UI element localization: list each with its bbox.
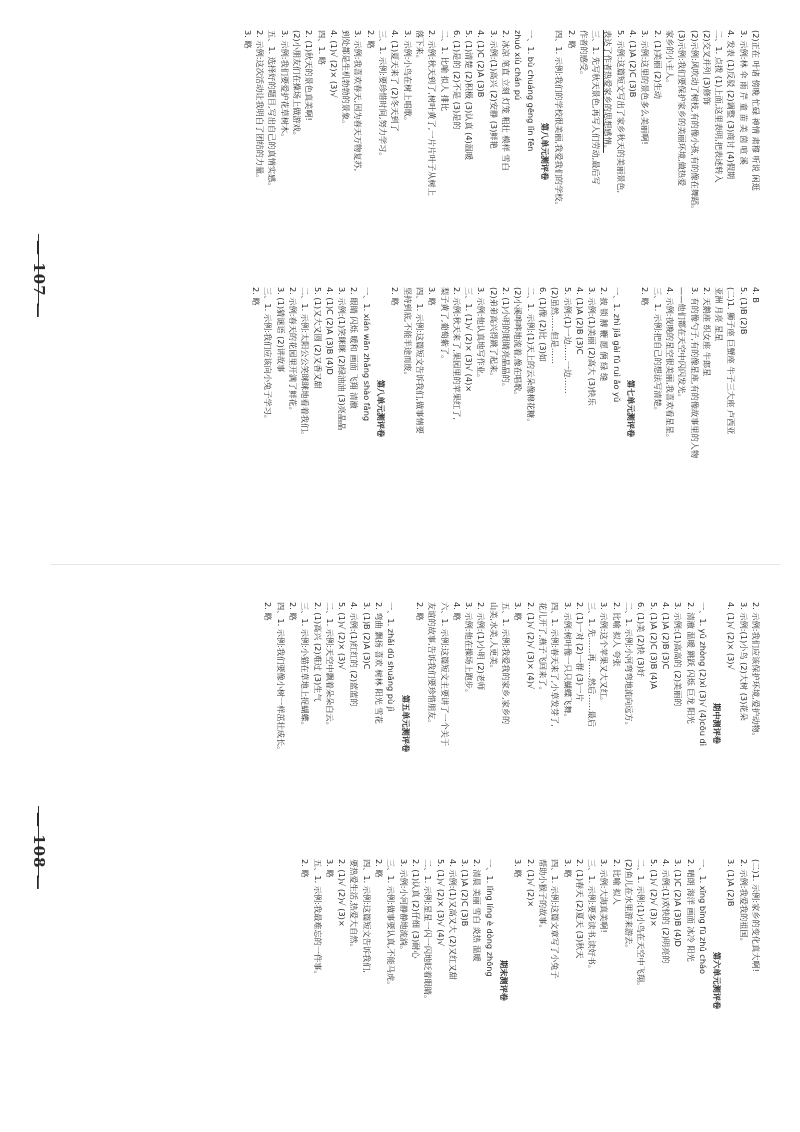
answer-line: 要热爱生活,热爱大自然。 (349, 859, 360, 952)
answer-line: 2. 略 (288, 602, 299, 621)
answer-line: 2. 示例:秋天到了,树叶黄了,一片片叶子从树上 (427, 30, 438, 196)
answer-line: (2)正在 叶诸 傍晚 忙碌 神情 肃穆 听说 闲逛 (751, 30, 761, 191)
answer-line: 3. (1)A (2)C (3)B (460, 859, 471, 927)
answer-line: 四、1. 示例:这篇短文告诉我们, (361, 859, 372, 974)
answer-line: 2. 略 (640, 287, 651, 306)
answer-line: 2. 冰凉 笔直 立刻 灯笼 粗壮 模样 雪白 (501, 30, 512, 171)
answer-line: 2. 比喻 拟人 夸张 (611, 602, 622, 667)
answer-line: 一、1. bù chuáng gēng lǐn fēn (525, 30, 536, 152)
answer-line: 2. 略 (251, 287, 262, 306)
answer-line: 3. 示例:小鸟在树上唱歌。 (402, 30, 413, 126)
answer-line: 3. (1)猜谜语 (2)讲故事 (275, 287, 286, 373)
answer-line: 4. (1)A (2)B (3)C (660, 602, 671, 670)
answer-line: 5. (1)√ (2)× (3)√ (4)√ (435, 859, 446, 947)
answer-line: 3. 略 (427, 287, 438, 306)
answer-line: 2. 示例:秋天来了,果园里的苹果红了, (451, 287, 462, 421)
answer-line: 友谊的故事,告诉我们要珍惜朋友。 (427, 602, 438, 728)
answer-line: 4. 发表 (1)反驳 (2)调整 (3)商讨 (4)假期 (726, 30, 737, 180)
answer-line: 2. 略 (566, 30, 577, 49)
answer-line: 3. (1)A (2)B (726, 859, 737, 907)
page-spine (50, 564, 780, 565)
answer-line: 4. 示例:(1)红红的 (2)蓝蓝的 (349, 602, 360, 707)
answer-line: ——他们都在天空中闪闪发光。 (677, 287, 688, 402)
answer-line: (2)示例:风吹动了树枝,有的像小孩,有的像在舞蹈。 (689, 30, 700, 214)
answer-line: 2. 略 (390, 287, 401, 306)
answer-line: 2. 清晨 美丽 雪白 炎热 温暖 (472, 859, 483, 962)
answer-line: (3)示例:我们要保护家乡的美丽环境,做热爱 (677, 30, 688, 187)
answer-line: 2. 略 (414, 602, 425, 621)
answer-line: 2. 天鹅座 织女座 牛郎星 (701, 287, 712, 377)
answer-line: 3. 略 (513, 859, 524, 878)
answer-line: 三、1. 示例:做事要认真,不能马虎。 (386, 859, 397, 990)
answer-line: 坚持到底,不能半途而废。 (402, 287, 413, 380)
answer-line: 一、1. zhǎi dū shuāng pù jì (386, 602, 397, 712)
section-heading: 期末测评卷 (499, 960, 510, 1001)
answer-line: (2)交叉并列 (3)修饰 (701, 30, 712, 105)
answer-line: 一、1. xián wān zhǎng shào fǎng (361, 287, 372, 422)
answer-line: 3. 略 (324, 859, 335, 878)
answer-line: 四、1. 示例:这篇文章写了小兔子 (550, 859, 561, 979)
answer-line: 3. (1)B (2)A (3)C (361, 602, 372, 670)
answer-line: 2. 略 (374, 859, 385, 878)
answer-line: 三、1. (1)√ (2)× (3)√ (4)× (464, 287, 475, 393)
answer-line: 4. (1)C (2)A (3)B (476, 30, 487, 98)
left-page (72, 30, 762, 530)
answer-line: 3. 略 (513, 602, 524, 621)
answer-line: 三、1. 示例:要珍惜时间,努力学习。 (378, 30, 389, 161)
answer-line: 5. (1)√ (2)√ (3)× (648, 859, 659, 927)
answer-line: 2. (1)小明的眼睛亮晶晶的。 (501, 287, 512, 391)
answer-line: 3. 示例:这里的景色多么美丽啊! (640, 30, 651, 145)
answer-line: 3. 示例:大海真美啊! (599, 859, 610, 933)
answer-line: 3. 示例:(1)高兴 (2)安静 (3)鲜艳 (488, 30, 499, 149)
answer-line: 3. 略 (242, 30, 253, 49)
answer-line: 二、1. 示例:星星一闪一闪地眨着眼睛。 (423, 859, 434, 1004)
answer-line: 5. (1)√ (2)× (3)√ (337, 602, 348, 670)
right-page (72, 602, 762, 1102)
answer-line: 一、1. xīng bīng fū zhǔ cháo (697, 859, 708, 975)
answer-line: 一、1. zhì jiǎ gài fǔ ruì ǎo yǔ (611, 287, 622, 403)
answer-line: 三、1. 先写秋天景色,再写人们劳动,最后写 (591, 30, 602, 185)
answer-line: 2. 示例:我爱我的祖国。 (738, 859, 749, 946)
answer-line: 2. 弯曲 飘扬 喜欢 树林 阳光 雪花 (374, 602, 385, 724)
section-heading: 第七单元测评卷 (626, 379, 637, 438)
section-heading: 第八单元测评卷 (539, 122, 550, 181)
answer-line: 5. 示例:(1)一边……一边…… (562, 287, 573, 394)
answer-line: 一、1. yǔ zhòng (2)xì (3)√ (4)cōu dì (697, 602, 708, 747)
answer-line: 梨子黄了,葡萄紫了。 (439, 287, 450, 364)
answer-line: 2. (1)春天 (2)夏天 (3)秋天 (574, 859, 585, 959)
answer-line: 2. (1)√ (2)√ (3)× (4)√ (525, 602, 536, 690)
answer-line: 3. 示例:我喜欢春天,因为春天万物复苏, (353, 30, 364, 172)
answer-line: 四、1. 略 (316, 30, 327, 65)
answer-line: 二、1. 示例:小河弯弯地流向远方。 (624, 602, 635, 730)
answer-line: 3. 示例:(1)笑眯眯 (2)绿油油 (3)亮晶晶 (337, 287, 348, 431)
answer-line: 2. 示例:(1)小明 (2)老师 (476, 602, 487, 691)
answer-line: 3. (1)C (2)A (3)B (4)D (673, 859, 684, 947)
answer-line: 2. 略 (300, 859, 311, 878)
answer-line: 三、1. 示例:小猫在草地上捉蝴蝶。 (300, 602, 311, 730)
answer-line: 花儿开了,燕子飞回来了。 (537, 602, 548, 695)
answer-line: 2. 示例:春天的花园里开满了鲜花。 (288, 287, 299, 415)
answer-line: 5. (1)B (2)B (738, 287, 749, 335)
answer-line: 五、1. 示例:我最难忘的一件事。 (312, 859, 323, 979)
answer-line: 4. (1)C (2)A (3)B (4)D (324, 287, 335, 375)
answer-line: 2. (1)√ (2)√ (3)× (337, 859, 348, 927)
answer-line: 3. 示例:他在操场上跑步。 (464, 602, 475, 698)
answer-line: 3. 示例:树叶像一只只蝴蝶飞舞。 (562, 602, 573, 722)
column-2 (72, 287, 762, 530)
answer-line: 2. (1)美丽 (2)生动 (652, 30, 663, 99)
answer-line: 2. 比喻 拟人 (611, 859, 622, 905)
answer-line: 2. (1)一对 (2)一群 (3)一片 (574, 602, 585, 702)
answer-line: 2. 略 (263, 602, 274, 621)
column-3 (72, 602, 762, 845)
answer-line: 三、1. 示例:把自己的想法写清楚。 (652, 287, 663, 415)
answer-line: 2. 示例:我们应该保护环境,爱护动物。 (751, 602, 761, 741)
answer-line: 2. 示例:这次活动让我明白了团结的力量。 (255, 30, 266, 183)
section-heading: 期中测评卷 (712, 703, 723, 744)
answer-line: 到处都是生机勃勃的景象。 (341, 30, 352, 129)
answer-line: 5. (1)清楚 (2)积极 (3)认真 (4)温暖 (464, 30, 475, 161)
answer-line: 五、1. 选择好的题目,写出自己的真情实感。 (267, 30, 278, 191)
answer-line: 四、1. 示例:我们的学校很美丽,我爱我们的学校。 (554, 30, 565, 210)
answer-line: 四、1. 示例:这篇短文告诉我们,做事情要 (414, 287, 425, 434)
left-page-number: — 107 — (30, 240, 48, 319)
answer-line: (2)鱼儿在水里游来游去。 (624, 859, 635, 953)
answer-line: 一、1. lǐng líng è dòng zhōng (484, 859, 495, 977)
answer-line: 4. 示例:(1)欢快的 (2)明亮的 (660, 859, 671, 964)
section-heading: 第八单元测评卷 (376, 379, 387, 438)
answer-line: 3. 示例:这个苹果又大又红。 (599, 602, 610, 706)
answer-line: 二、1. 点拨 (1)上面,这里表明,把表述转入 (714, 30, 725, 183)
answer-line: 3. 示例:(1)高高的 (2)美丽的 (673, 602, 684, 707)
answer-line: 四、1. 示例:春天来了,小草发芽了, (550, 602, 561, 727)
answer-line: 3. 示例:(1)小鸟 (2)大树 (3)花朵 (738, 602, 749, 721)
answer-line: 4. 略 (451, 602, 462, 621)
answer-line: 二、1. 比喻 拟人 排比 (439, 30, 450, 112)
answer-line: 五、1. 示例:我爱我的家乡,家乡的 (501, 602, 512, 725)
right-page-number: — 108 — (30, 812, 48, 891)
answer-line: zhuó xiù chán pú (513, 30, 524, 101)
answer-line: 4. (1)√ (2)× (3)√ (328, 30, 339, 98)
answer-line: (2)小溪哗哗地流着,像在唱歌。 (513, 287, 524, 400)
answer-line: 作者的感受。 (578, 30, 589, 80)
answer-line: 3. 示例:小河静静地流淌。 (398, 859, 409, 955)
answer-line: 二、1. 示例:(1)天上的云朵像棉花糖。 (525, 287, 536, 427)
answer-line: 3. 示例:我们要爱护花草树木。 (279, 30, 290, 142)
answer-line: (2)虽然……但是…… (550, 287, 561, 365)
answer-line: 2. 眼睛 闪烁 暖和 画面 飞翔 清澈 (349, 287, 360, 409)
answer-line: (二)1. 狮子座 巨蟹座 牛子三大座 卢西亚 (726, 287, 737, 435)
answer-line: 6. (1)像 (2)比 (3)如 (537, 287, 548, 362)
answer-line: (2)小朋友们在操场上做游戏。 (292, 30, 303, 140)
answer-line: 山美,水美,人更美。 (488, 602, 499, 673)
answer-line: 4. (1)√ (2)× (3)√ (726, 602, 737, 670)
answer-line: 2. (1)√ (2)× (525, 859, 536, 908)
answer-line: (二)1. 示例:家乡的变化真大啊! (751, 859, 761, 972)
answer-line: 4. (1)A (2)B (3)C (574, 287, 585, 355)
answer-line: 6. (1)是的 (2)不是 (3)是的 (451, 30, 462, 130)
answer-line: 三、1. 示例:要多读书,读好书。 (587, 859, 598, 974)
answer-line: 2. (1)高兴 (2)难过 (3)生气 (312, 602, 323, 702)
answer-line: 3. 示例:他认真地写作业。 (476, 287, 487, 383)
answer-line: 3. 有的像勺子,有的像星座,有的像故事里的人物 (689, 287, 700, 459)
answer-line: 2. 晴朗 海洋 画面 冰冷 阳光 (685, 859, 696, 962)
column-4 (72, 859, 762, 1102)
answer-line: 三、1. 先……再……然后……最后 (587, 602, 598, 728)
answer-line: 3. 示例:(1)美丽 (2)高大 (3)快乐 (587, 287, 598, 406)
answer-line: 二、1. 示例:(1)小鸟在天空中飞翔。 (636, 859, 647, 991)
answer-line: 2. 略 (365, 30, 376, 49)
answer-line: (2)弟弟高兴得跳了起来。 (488, 287, 499, 381)
column-1 (72, 30, 762, 273)
answer-line: 2. (1)认真 (2)仔细 (3)耐心 (410, 859, 421, 959)
answer-line: 2. (1)秋天的景色真美啊! (304, 30, 315, 121)
section-heading: 第五单元测评卷 (400, 694, 411, 753)
answer-line: 5. 示例:这篇短文写出了家乡秋天的美丽景色, (615, 30, 626, 194)
answer-line: 6. (1)美 (2)快 (3)好 (636, 602, 647, 677)
answer-line: 2. 清澈 温暖 跳跃 闪烁 巨龙 阳光 (685, 602, 696, 724)
answer-line: 5. (1)A (2)C (3)B (4)A (648, 602, 659, 690)
answer-line: 4. (1)A (2)C (3)B (628, 30, 639, 98)
answer-line: 5. (1)又大又圆 (2)又香又甜 (312, 287, 323, 389)
section-heading: 第六单元测评卷 (712, 951, 723, 1010)
answer-line: 六、1. 示例:这篇短文主要讲了一个关于 (439, 602, 450, 747)
answer-line: 4. B (751, 287, 761, 304)
answer-line: 4. (1)夏天来了 (2)冬天到了 (390, 30, 401, 132)
answer-line: 家乡的小主人。 (664, 30, 675, 88)
answer-line: 3. 略 (562, 859, 573, 878)
answer-line: 表达了作者热爱家乡的思想感情。 (603, 30, 614, 153)
answer-line: 落下来。 (414, 30, 425, 63)
answer-line: 2. 披 锁 膊 鞭 愿 俩 绿 缝 (599, 287, 610, 382)
answer-line: 3. 示例:林 伞 雨 芹 童 苗 美 茵 喧 溪 (738, 30, 749, 165)
answer-line: 二、1. 示例:太阳公公笑眯眯地看着我们。 (300, 287, 311, 440)
answer-line: 三、1. 示例:我们应该向小兔子学习。 (263, 287, 274, 423)
answer-line: 二、1. 示例:天空中飘着朵朵白云。 (324, 602, 335, 730)
answer-line: 帮助小猴子的故事。 (537, 859, 548, 933)
answer-line: 亚洲 月亮 星星 (714, 287, 725, 342)
answer-line: 四、1. 示例:我们要像小树一样茁壮成长。 (275, 602, 286, 755)
answer-line: 4. 示例:(1)又高又大 (2)又红又甜 (447, 859, 458, 980)
answer-line: 4. 示例:夜晚的星空很美丽,我喜欢看星星。 (664, 287, 675, 442)
